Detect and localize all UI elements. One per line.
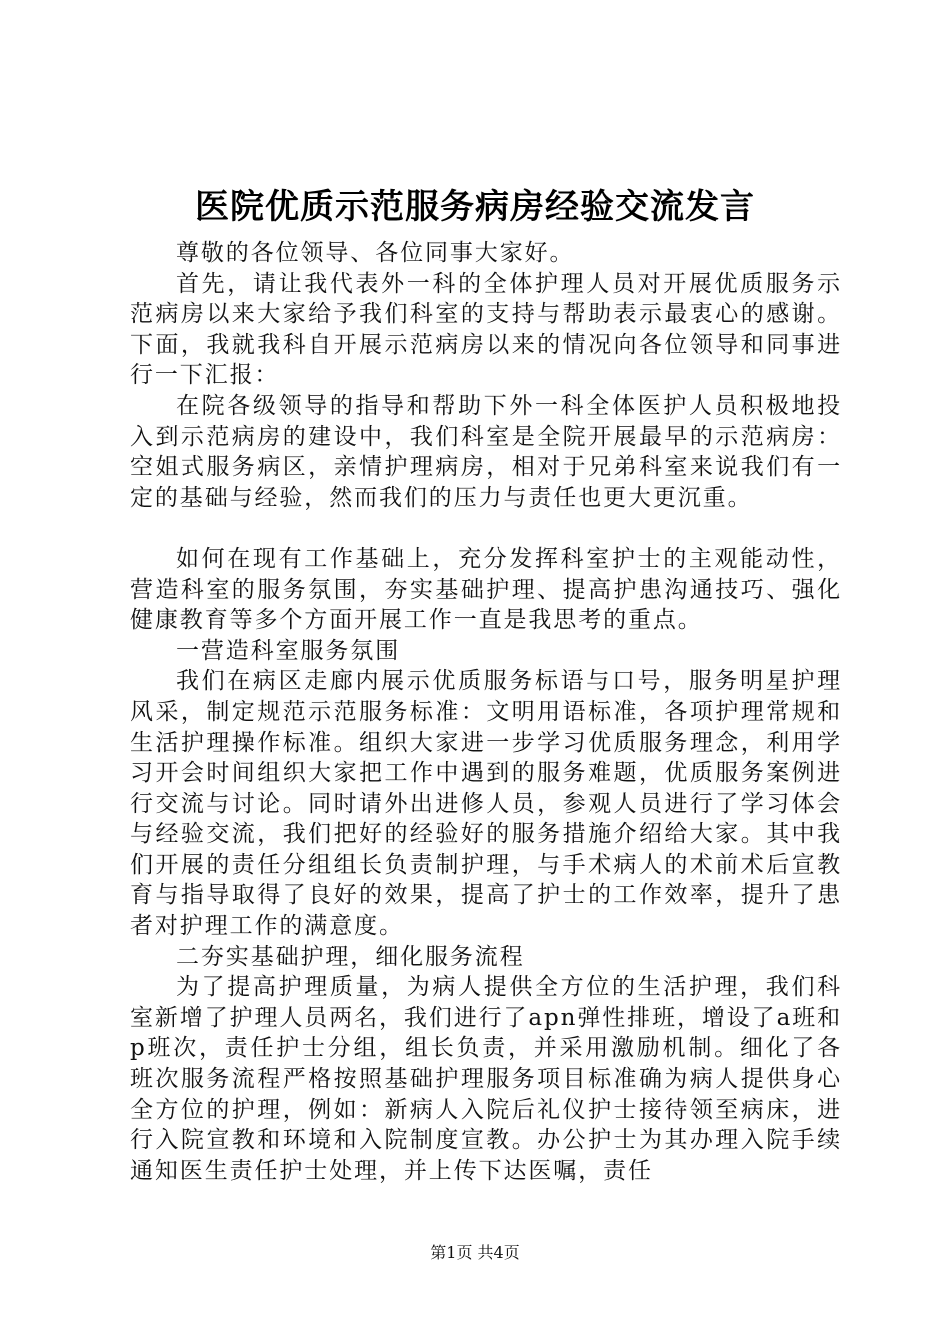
greeting-paragraph: 尊敬的各位领导、各位同事大家好。 — [176, 240, 575, 266]
document-body — [130, 238, 842, 1186]
body-paragraph: 首先，请让我代表外一科的全体护理人员对开展优质服务示范病房以来大家给予我们科室的支持与帮助表示最衷心的感谢。下面，我就我科自开展示范病房以来的情况向各位领导和同事进行一下汇报： — [130, 270, 842, 389]
document-title: 医院优质示范服务病房经验交流发言 — [195, 187, 755, 227]
section-heading: 一营造科室服务氛围 — [176, 637, 401, 664]
page-number-footer: 第1页 共4页 — [430, 1243, 520, 1262]
body-paragraph: 我们在病区走廊内展示优质服务标语与口号，服务明星护理风采，制定规范示范服务标准：文明用语标准，各项护理常规和生活护理操作标准。组织大家进一步学习优质服务理念，利用学习开会时间组织大家把工作中遇到的服务难题，优质服务案例进行交流与讨论。同时请外出进修人员，参观人员进行了学习体会与经验交流，我们把好的经验好的服务措施介绍给大家。其中我们开展的责任分组组长负责制护理，与手术病人的术前术后宣教育与指导取得了良好的效果，提高了护士的工作效率，提升了患者对护理工作的满意度。 — [130, 668, 842, 940]
body-paragraph: 为了提高护理质量，为病人提供全方位的生活护理，我们科室新增了护理人员两名，我们进行了apn弹性排班，增设了a班和p班次，责任护士分组，组长负责，并采用激励机制。细化了各班次服务流程严格按照基础护理服务项目标准确为病人提供身心全方位的护理，例如：新病人入院后礼仪护士接待领至病床，进行入院宣教和环境和入院制度宣教。办公护士为其办理入院手续通知医生责任护士处理，并上传下达医嘱，责任 — [130, 974, 842, 1184]
body-paragraph: 在院各级领导的指导和帮助下外一科全体医护人员积极地投入到示范病房的建设中，我们科室是全院开展最早的示范病房：空姐式服务病区，亲情护理病房，相对于兄弟科室来说我们有一定的基础与经验，然而我们的压力与责任也更大更沉重。 — [130, 392, 842, 511]
body-paragraph: 如何在现有工作基础上，充分发挥科室护士的主观能动性，营造科室的服务氛围，夯实基础护理、提高护患沟通技巧、强化健康教育等多个方面开展工作一直是我思考的重点。 — [130, 545, 842, 634]
section-heading: 二夯实基础护理，细化服务流程 — [176, 943, 525, 970]
